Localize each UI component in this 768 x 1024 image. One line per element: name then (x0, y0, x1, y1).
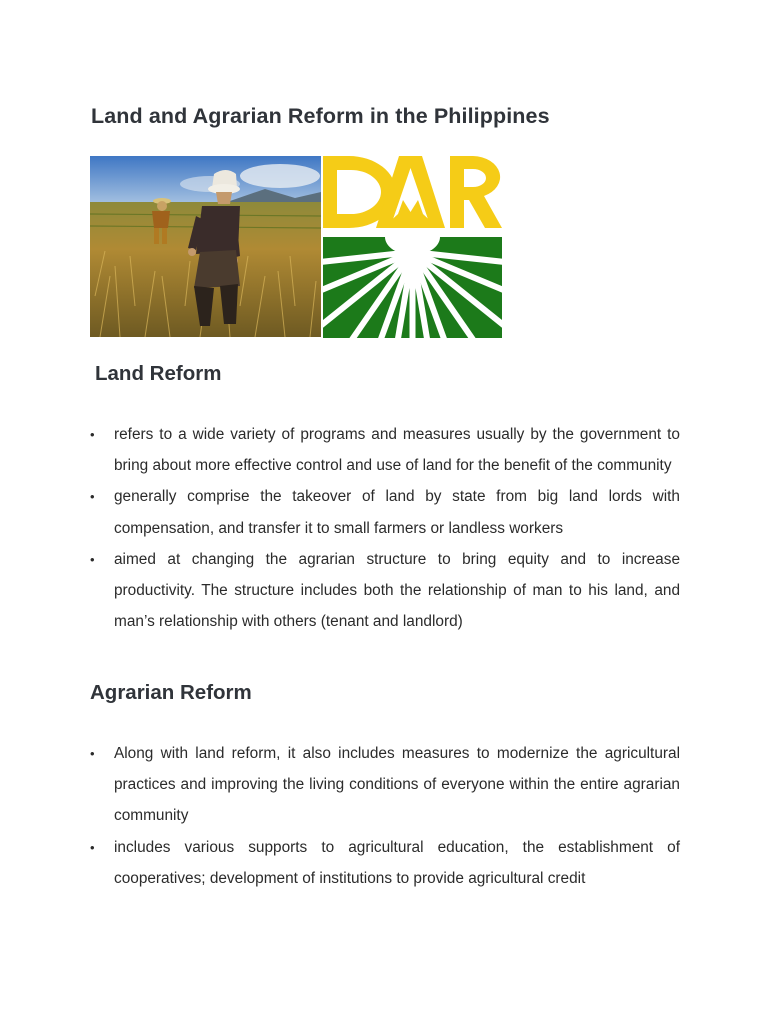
farmers-photo-illustration (90, 156, 321, 337)
farmers-photo (90, 156, 321, 337)
list-item: • includes various supports to agricultural education, the establishment of cooperatives; development of institutions to provide agricultural credit (90, 832, 680, 894)
dar-logo-graphic (323, 156, 502, 338)
land-reform-heading: Land Reform (95, 362, 222, 385)
page-title: Land and Agrarian Reform in the Philippines (91, 104, 550, 128)
list-item: • aimed at changing the agrarian structure to bring equity and to increase productivity. The structure includes both the relationship of man to his land, and man’s relationship with others (tenant and landlord) (90, 544, 680, 638)
list-item: • generally comprise the takeover of land by state from big land lords with compensation, and transfer it to small farmers or landless workers (90, 481, 680, 543)
agrarian-reform-heading: Agrarian Reform (90, 681, 252, 704)
land-reform-list (90, 419, 680, 637)
list-item: • Along with land reform, it also includes measures to modernize the agricultural practices and improving the living conditions of everyone within the entire agrarian community (90, 738, 680, 832)
dar-logo (323, 156, 502, 338)
list-item: • refers to a wide variety of programs and measures usually by the government to bring about more effective control and use of land for the benefit of the community (90, 419, 680, 481)
agrarian-reform-list (90, 738, 680, 894)
